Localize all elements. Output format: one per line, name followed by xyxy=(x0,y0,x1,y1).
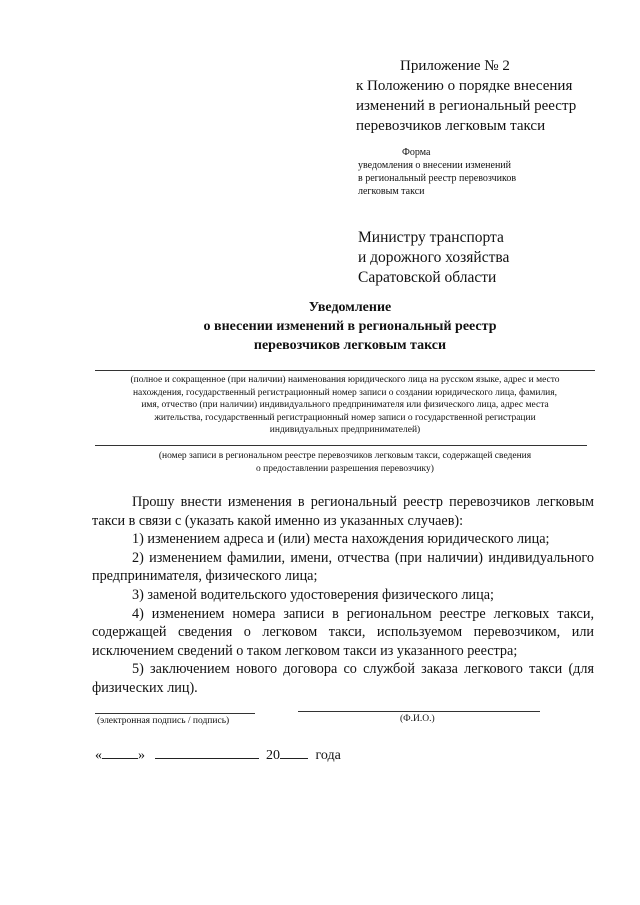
form-note-line: легковым такси xyxy=(358,186,425,197)
applicant-entry-line[interactable] xyxy=(95,370,595,371)
form-note-line: в региональный реестр перевозчиков xyxy=(358,173,517,184)
date-line xyxy=(95,744,341,764)
notice-body xyxy=(92,493,594,698)
caption-line: о предоставлении разрешения перевозчику) xyxy=(256,463,434,474)
case-item-3: 3) заменой водительского удостоверения физического лица; xyxy=(132,586,494,603)
appendix-header xyxy=(356,56,626,136)
month-field[interactable] xyxy=(155,744,259,759)
case-item-5: 5) заключением нового договора со службой заказа легкового такси (для физических лиц). xyxy=(92,661,594,696)
caption-line: (полное и сокращенное (при наличии) наименования юридического лица на русском языке, адрес и место xyxy=(130,375,560,385)
full-name-entry-line[interactable] xyxy=(298,711,540,712)
case-item-2: 2) изменением фамилии, имени, отчества (при наличии) индивидуального предпринимателя, физического лица; xyxy=(92,549,594,585)
title-line: перевозчиков легковым такси xyxy=(253,338,447,353)
addressee-line: Саратовской области xyxy=(358,269,497,286)
year-field[interactable] xyxy=(280,744,308,759)
signature-entry-line[interactable] xyxy=(95,713,255,714)
case-item-1: 1) изменением адреса и (или) места нахождения юридического лица; xyxy=(132,531,550,548)
day-field[interactable] xyxy=(102,744,138,759)
caption-line: индивидуальных предпринимателей) xyxy=(269,425,421,435)
registry-number-caption xyxy=(110,450,580,475)
full-name-caption: (Ф.И.О.) xyxy=(400,714,435,724)
appendix-line: перевозчиков легковым такси xyxy=(356,118,546,134)
date-suffix: года xyxy=(315,748,341,763)
title-line: о внесении изменений в региональный реестр xyxy=(203,319,497,334)
form-label: Форма xyxy=(402,147,431,158)
addressee-line: и дорожного хозяйства xyxy=(358,249,510,266)
case-item-4: 4) изменением номера записи в региональном реестре легковых такси, содержащей сведения о легковом такси, используемом перевозчиком, или исключением сведений о таком легковом такси из указанного реестра; xyxy=(92,605,594,659)
date-century: 20 xyxy=(266,748,280,763)
form-note xyxy=(358,146,598,198)
signature-caption: (электронная подпись / подпись) xyxy=(97,716,230,726)
caption-line: нахождения, государственный регистрационный номер записи о создании юридического лица, фамилия, xyxy=(132,387,558,398)
caption-line: имя, отчество (при наличии) индивидуального предпринимателя или физического лица, адрес места xyxy=(141,400,549,410)
form-note-line: уведомления о внесении изменений xyxy=(358,160,512,171)
addressee-block xyxy=(358,228,618,288)
addressee-line: Министру транспорта xyxy=(358,229,504,246)
caption-line: жительства, государственный регистрационный номер записи о государственной регистрации xyxy=(154,412,536,423)
date-close-quote: » xyxy=(138,748,145,763)
appendix-line: к Положению о порядке внесения xyxy=(356,78,573,94)
caption-line: (номер записи в региональном реестре перевозчиков легковым такси, содержащей сведения xyxy=(158,451,532,461)
document-title xyxy=(120,298,580,355)
title-line: Уведомление xyxy=(308,300,392,315)
registry-number-entry-line[interactable] xyxy=(95,445,587,446)
appendix-number: Приложение № 2 xyxy=(400,58,510,74)
date-open-quote: « xyxy=(95,748,102,763)
body-intro: Прошу внести изменения в региональный реестр перевозчиков легковым такси в связи с (указать какой именно из указанных случаев): xyxy=(92,494,594,529)
applicant-caption xyxy=(92,374,598,437)
appendix-line: изменений в региональный реестр xyxy=(356,98,577,114)
